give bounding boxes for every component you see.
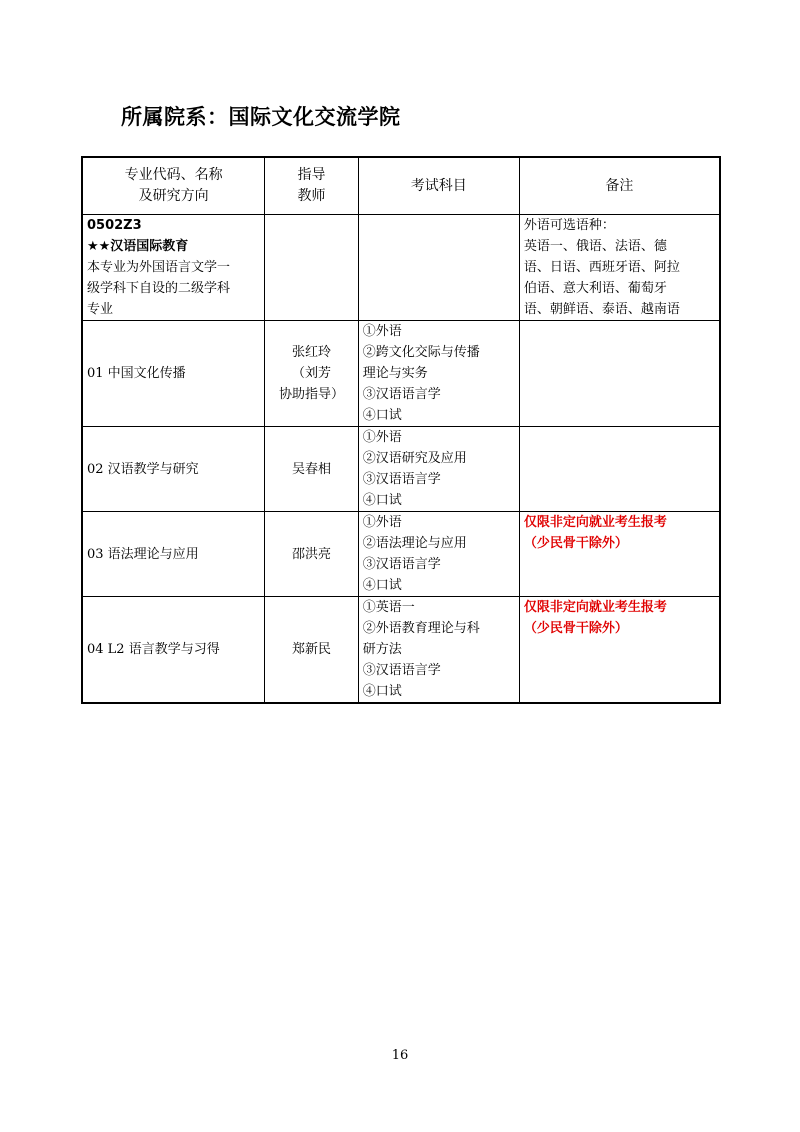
- major-code: 0502Z3: [87, 218, 142, 233]
- exam-line: ④口试: [362, 493, 402, 508]
- exam-line: ①外语: [362, 430, 402, 445]
- remarks-line: 外语可选语种：: [523, 218, 615, 233]
- header-advisor: [265, 157, 359, 215]
- major-row: [82, 215, 720, 321]
- remarks-line: 伯语、意大利语、葡萄牙: [523, 281, 667, 296]
- remarks-line: 英语一、俄语、法语、德: [523, 239, 667, 254]
- direction-advisor: [265, 321, 359, 427]
- direction-name: 01 中国文化传播: [82, 321, 265, 427]
- major-name: ★★汉语国际教育: [87, 239, 189, 254]
- header-advisor-line: 教师: [297, 188, 326, 204]
- remark-warning: 仅限非定向就业考生报考: [523, 515, 667, 530]
- direction-row: [82, 427, 720, 512]
- direction-row: [82, 321, 720, 427]
- direction-exams: [358, 597, 519, 704]
- department-title: 所属院系：国际文化交流学院: [121, 105, 401, 129]
- direction-exams: [358, 512, 519, 597]
- remark-warning: 仅限非定向就业考生报考: [523, 600, 667, 615]
- advisor-line: （刘芳: [291, 366, 331, 381]
- major-remarks-cell: [519, 215, 720, 321]
- major-exam-cell: [358, 215, 519, 321]
- exam-line: ②语法理论与应用: [362, 536, 467, 551]
- exam-line: ④口试: [362, 684, 402, 699]
- header-exam: 考试科目: [358, 157, 519, 215]
- direction-remarks: [519, 321, 720, 427]
- direction-name: 03 语法理论与应用: [82, 512, 265, 597]
- program-table: [81, 156, 721, 704]
- advisor-line: 协助指导）: [278, 387, 344, 402]
- advisor-line: 邵洪亮: [291, 546, 331, 562]
- header-major: [82, 157, 265, 215]
- exam-line: 理论与实务: [362, 366, 428, 381]
- remark-warning: （少民骨干除外）: [523, 621, 628, 636]
- page-number: 16: [391, 1048, 409, 1063]
- direction-remarks: [519, 427, 720, 512]
- exam-line: ④口试: [362, 578, 402, 593]
- header-remarks: 备注: [519, 157, 720, 215]
- remark-warning: （少民骨干除外）: [523, 536, 628, 551]
- direction-advisor: [265, 597, 359, 704]
- exam-line: 研方法: [362, 642, 402, 657]
- advisor-line: 张红玲: [291, 345, 331, 360]
- exam-line: ③汉语语言学: [362, 663, 441, 678]
- direction-remarks: [519, 512, 720, 597]
- remarks-line: 语、日语、西班牙语、阿拉: [523, 260, 680, 275]
- exam-line: ①外语: [362, 324, 402, 339]
- advisor-line: 郑新民: [291, 642, 331, 657]
- direction-advisor: [265, 512, 359, 597]
- major-description-line: 级学科下自设的二级学科: [87, 281, 231, 296]
- major-description-line: 专业: [87, 302, 114, 317]
- remarks-line: 语、朝鲜语、泰语、越南语: [523, 302, 680, 317]
- exam-line: ③汉语语言学: [362, 387, 441, 402]
- exam-line: ②汉语研究及应用: [362, 451, 467, 466]
- direction-name: 04 L2 语言教学与习得: [82, 597, 265, 704]
- exam-line: ①英语一: [362, 600, 415, 615]
- exam-line: ②外语教育理论与科: [362, 621, 480, 636]
- major-description-line: 本专业为外国语言文学一: [87, 260, 231, 275]
- exam-line: ①外语: [362, 515, 402, 530]
- direction-row: [82, 597, 720, 704]
- direction-exams: [358, 427, 519, 512]
- direction-remarks: [519, 597, 720, 704]
- table-header-row: [82, 157, 720, 215]
- header-major-line: 及研究方向: [138, 188, 209, 204]
- direction-advisor: [265, 427, 359, 512]
- exam-line: ③汉语语言学: [362, 557, 441, 572]
- header-advisor-line: 指导: [297, 167, 326, 183]
- header-major-line: 专业代码、名称: [124, 167, 223, 183]
- major-cell: [82, 215, 265, 321]
- exam-line: ②跨文化交际与传播: [362, 345, 480, 360]
- direction-name: 02 汉语教学与研究: [82, 427, 265, 512]
- direction-exams: [358, 321, 519, 427]
- direction-row: [82, 512, 720, 597]
- major-advisor-cell: [265, 215, 359, 321]
- exam-line: ④口试: [362, 408, 402, 423]
- advisor-line: 吴春相: [291, 461, 331, 477]
- exam-line: ③汉语语言学: [362, 472, 441, 487]
